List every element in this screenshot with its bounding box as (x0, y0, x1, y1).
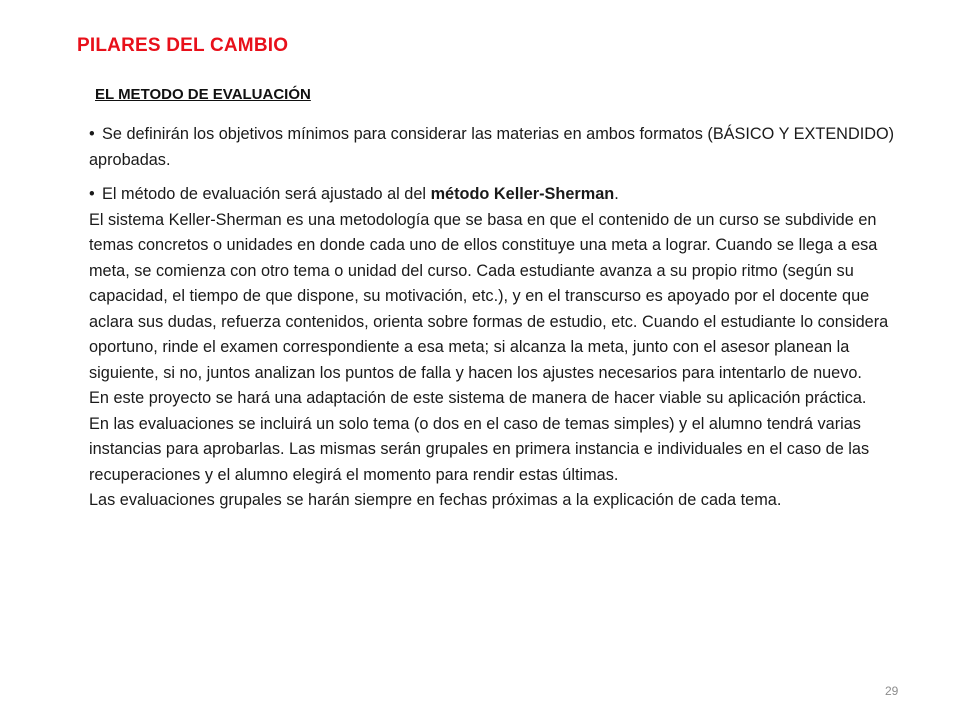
bullet-text-after: . (614, 185, 619, 203)
bullet-marker: • (89, 185, 95, 203)
bullet-text-before: El método de evaluación será ajustado al del (102, 185, 431, 203)
paragraph-adaptation: En este proyecto se hará una adaptación de este sistema de manera de hacer viable su aplicación práctica. (89, 389, 867, 407)
slide-title: PILARES DEL CAMBIO (77, 35, 289, 56)
method-name-bold: método Keller-Sherman (430, 185, 615, 203)
paragraph-group-evaluations: Las evaluaciones grupales se harán siempre en fechas próximas a la explicación de cada tema. (89, 491, 782, 509)
paragraph-evaluations: En las evaluaciones se incluirá un solo tema (o dos en el caso de temas simples) y el alumno tendrá varias instancias para aprobarlas. Las mismas serán grupales en primera instancia e individuales en el caso de las recuperaciones y el alumno elegirá el momento para rendir estas últimas. (89, 414, 870, 484)
bullet-marker: • (89, 125, 95, 143)
bullet-item-objectives (89, 122, 909, 173)
bullet-item-method (89, 182, 909, 514)
bullet-lead-line (89, 182, 909, 208)
bullet-text: Se definirán los objetivos mínimos para considerar las materias en ambos formatos (BÁSICO Y EXTENDIDO) aprobadas. (89, 125, 895, 169)
page-number: 29 (885, 684, 899, 698)
slide-body (89, 122, 909, 514)
section-heading: EL METODO DE EVALUACIÓN (95, 86, 311, 103)
paragraph-keller-sherman: El sistema Keller-Sherman es una metodología que se basa en que el contenido de un curso se subdivide en temas concretos o unidades en donde cada uno de ellos constituye una meta a lograr. Cuando se llega a esa meta, se comienza con otro tema o unidad del curso. Cada estudiante avanza a su propio ritmo (según su capacidad, el tiempo de que dispone, su motivación, etc.), y en el transcurso es apoyado por el docente que aclara sus dudas, refuerza contenidos, orienta sobre formas de estudio, etc. Cuando el estudiante lo considera oportuno, rinde el examen correspondiente a esa meta; si alcanza la meta, junto con el asesor planean la siguiente, si no, juntos analizan los puntos de falla y hacen los ajustes necesarios para intentarlo de nuevo. (89, 210, 889, 382)
